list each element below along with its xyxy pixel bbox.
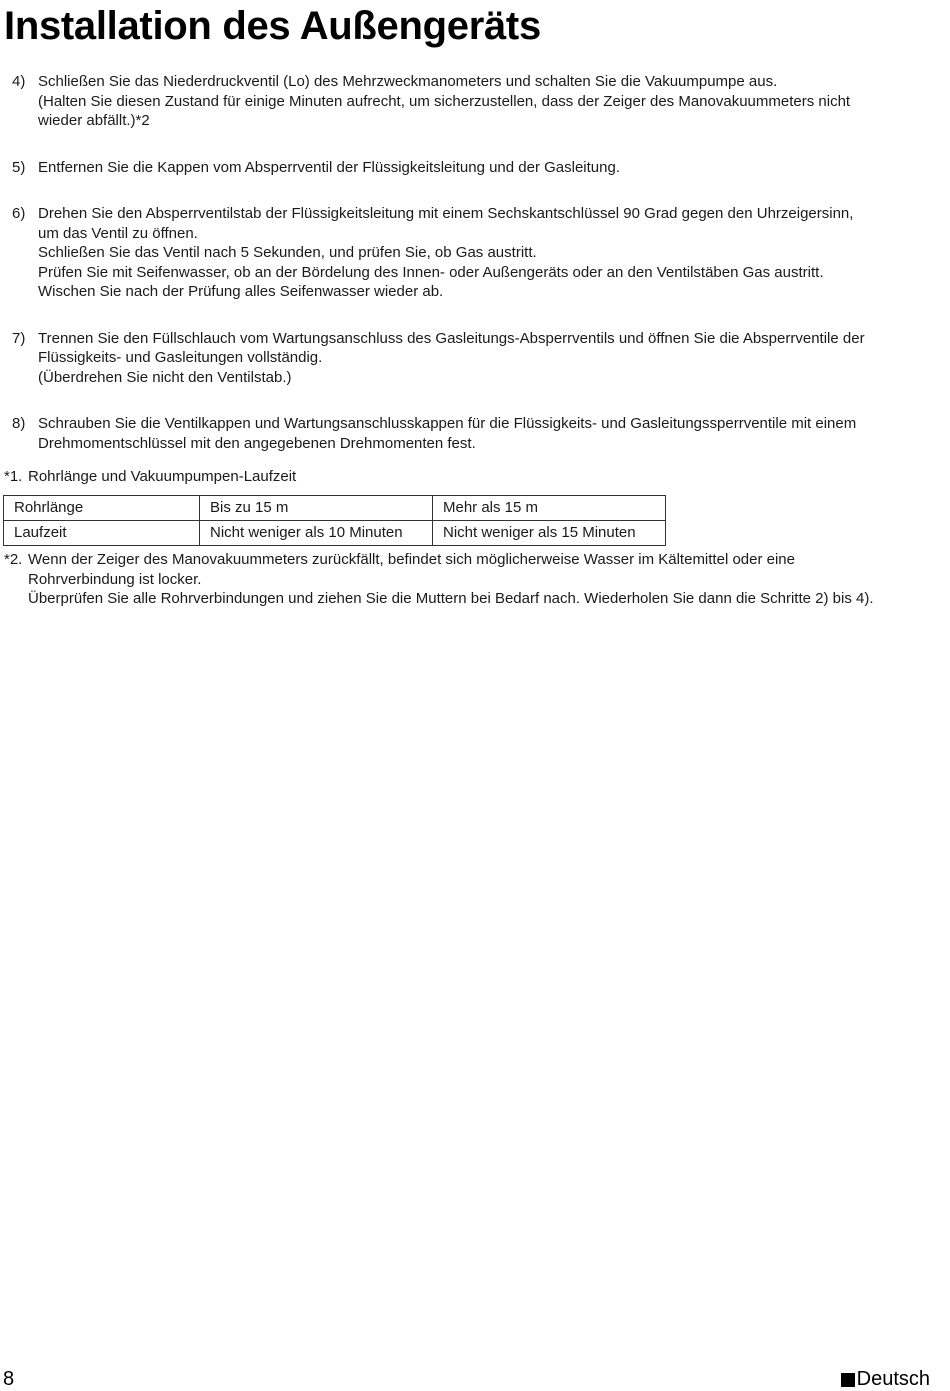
step-number: 8) xyxy=(12,415,26,432)
step-list xyxy=(0,72,940,480)
step-item xyxy=(0,72,940,131)
step-number: 5) xyxy=(12,158,26,176)
footnote-text: Wenn der Zeiger des Manovakuummeters zurückfällt, befindet sich möglicherweise Wasser im Kältemittel oder eine xyxy=(28,551,795,568)
language-label xyxy=(841,1368,930,1391)
table-cell: Bis zu 15 m xyxy=(200,496,433,521)
step-text: Schließen Sie das Niederdruckventil (Lo) des Mehrzweckmanometers und schalten Sie die Vakuumpumpe aus. xyxy=(38,73,778,90)
footnote-1 xyxy=(4,467,296,487)
step-item xyxy=(0,329,940,388)
page-number: 8 xyxy=(3,1368,15,1390)
footnote-2 xyxy=(4,550,944,609)
step-text: wieder abfällt.)*2 xyxy=(38,112,150,129)
table-cell: Nicht weniger als 10 Minuten xyxy=(200,521,433,546)
step-number: 4) xyxy=(12,73,26,90)
step-text: Drehen Sie den Absperrventilstab der Flüssigkeitsleitung mit einem Sechskantschlüssel 90 Grad gegen den Uhrzeigersinn, xyxy=(38,205,854,222)
page-title: Installation des Außengeräts xyxy=(4,4,541,48)
language-text: Deutsch xyxy=(856,1368,930,1390)
step-text: (Überdrehen Sie nicht den Ventilstab.) xyxy=(38,368,292,386)
step-text: Prüfen Sie mit Seifenwasser, ob an der Bördelung des Innen- oder Außengeräts oder an den Ventilstäben Gas austritt. xyxy=(38,263,824,281)
footnote-text: Rohrlänge und Vakuumpumpen-Laufzeit xyxy=(28,468,297,485)
step-text: (Halten Sie diesen Zustand für einige Minuten aufrecht, um sicherzustellen, dass der Zeiger des Manovakuummeters nicht xyxy=(38,92,851,110)
black-square-icon xyxy=(841,1373,855,1387)
step-text: um das Ventil zu öffnen. xyxy=(38,224,198,242)
footnote-mark: *2. xyxy=(4,551,23,568)
step-item xyxy=(0,158,940,178)
table-row xyxy=(4,521,666,546)
step-item xyxy=(0,414,940,453)
footnote-text: Rohrverbindung ist locker. xyxy=(28,570,202,588)
step-text: Schrauben Sie die Ventilkappen und Wartungsanschlusskappen für die Flüssigkeits- und Gasleitungssperrventile mit einem xyxy=(38,415,857,432)
step-item xyxy=(0,204,940,302)
table-row xyxy=(4,496,666,521)
table-cell: Mehr als 15 m xyxy=(433,496,666,521)
table-cell: Nicht weniger als 15 Minuten xyxy=(433,521,666,546)
step-text: Schließen Sie das Ventil nach 5 Sekunden, und prüfen Sie, ob Gas austritt. xyxy=(38,244,537,261)
step-number: 7) xyxy=(12,329,26,347)
step-text: Wischen Sie nach der Prüfung alles Seifenwasser wieder ab. xyxy=(38,283,444,300)
table-cell: Rohrlänge xyxy=(4,496,200,521)
footnote-mark: *1. xyxy=(4,468,23,485)
pipe-length-table xyxy=(3,495,666,546)
footnote-text: Überprüfen Sie alle Rohrverbindungen und ziehen Sie die Muttern bei Bedarf nach. Wiederholen Sie dann die Schritte 2) bis 4). xyxy=(28,590,874,607)
step-text: Flüssigkeits- und Gasleitungen vollständig. xyxy=(38,349,323,366)
step-number: 6) xyxy=(12,205,26,222)
table-cell: Laufzeit xyxy=(4,521,200,546)
step-text: Entfernen Sie die Kappen vom Absperrventil der Flüssigkeitsleitung und der Gasleitung. xyxy=(38,158,621,176)
step-text: Drehmomentschlüssel mit den angegebenen Drehmomenten fest. xyxy=(38,434,476,452)
step-text: Trennen Sie den Füllschlauch vom Wartungsanschluss des Gasleitungs-Absperrventils und öffnen Sie die Absperrventile der xyxy=(38,329,865,347)
